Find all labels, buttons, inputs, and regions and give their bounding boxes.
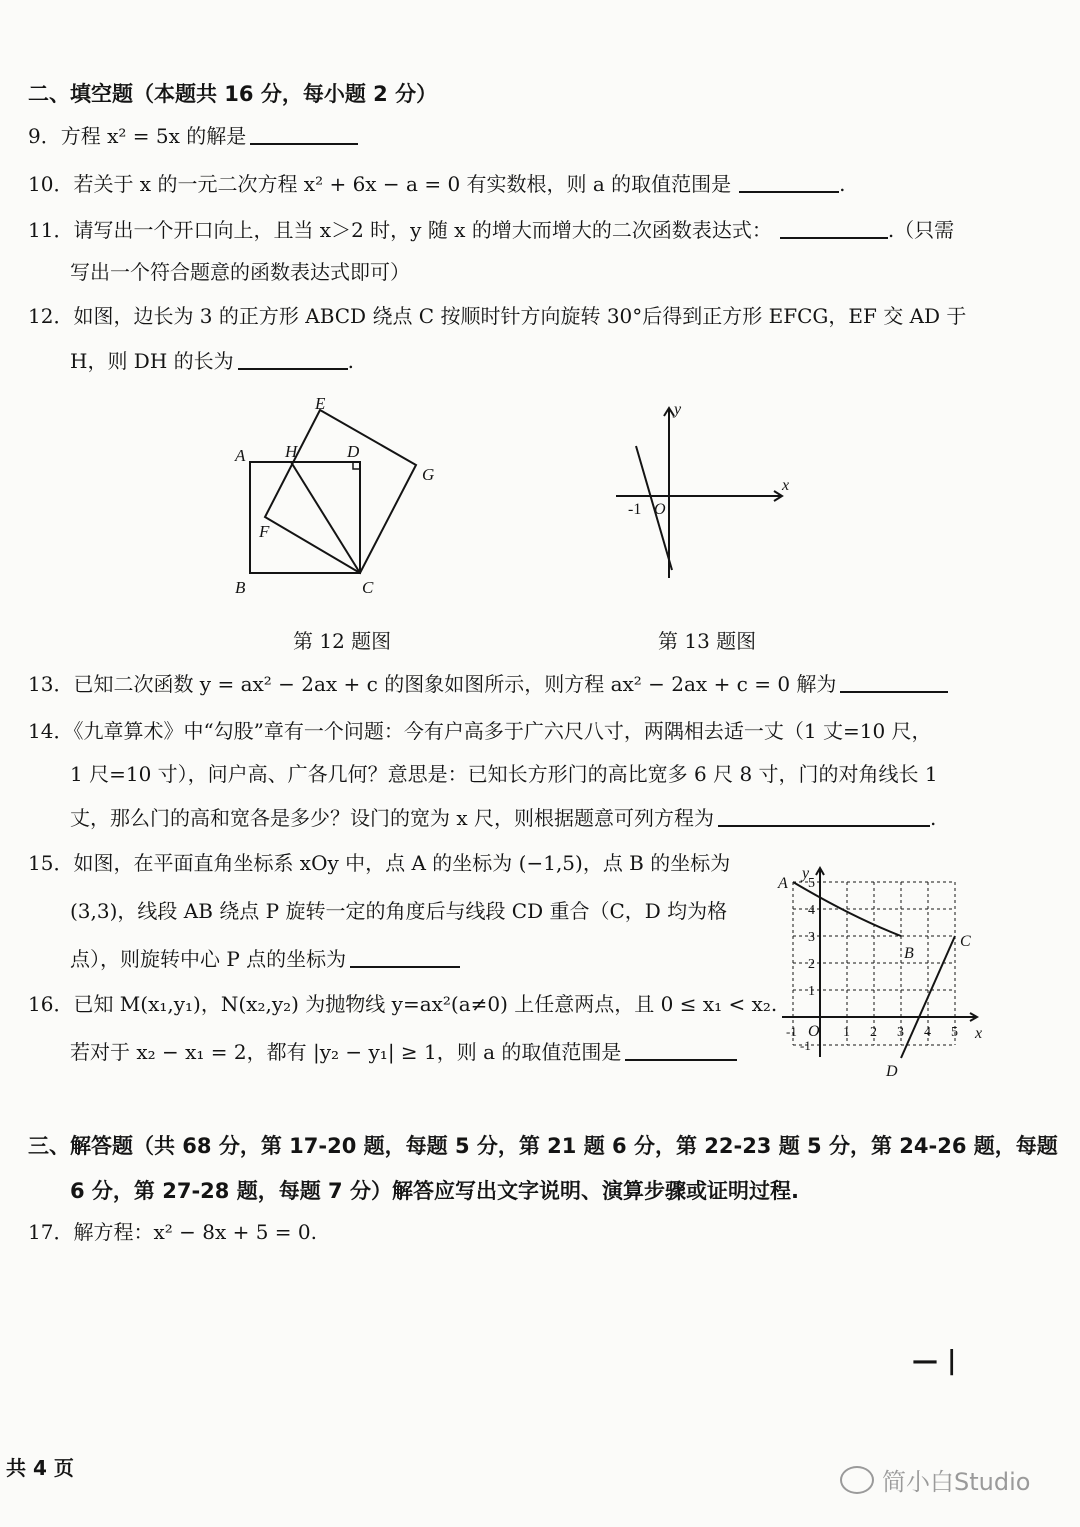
label-y: y: [802, 865, 810, 882]
question-14-line2: 1 尺=10 寸），问户高、广各几何？意思是：已知长方形门的高比宽多 6 尺 8 寸，门的对角线长 1: [70, 762, 938, 786]
label-c: C: [960, 933, 971, 950]
answer-blank-15[interactable]: [350, 948, 460, 968]
figure-12-squares: [225, 395, 455, 605]
question-11-note: .（只需: [887, 218, 955, 242]
label-origin: O: [654, 501, 666, 518]
label-c: C: [362, 578, 374, 597]
figure-13-parabola: [610, 398, 800, 583]
question-15: 15．如图，在平面直角坐标系 xOy 中，点 A 的坐标为 (−1,5)，点 B 的坐标为: [28, 851, 731, 875]
question-13-text: 13．已知二次函数 y = ax² − 2ax + c 的图象如图所示，则方程 ax² − 2ax + c = 0 解为: [28, 672, 837, 696]
y-tick-label: 3: [808, 930, 815, 945]
label-b: B: [235, 578, 246, 597]
question-12-line2: [70, 350, 354, 371]
x-tick-label: 5: [951, 1025, 958, 1040]
x-tick-label: 2: [870, 1025, 877, 1040]
label-a: A: [235, 446, 246, 465]
question-11: [28, 219, 954, 240]
x-tick-label: 1: [843, 1025, 850, 1040]
label-h: H: [285, 442, 298, 461]
question-16-line2: [70, 1041, 737, 1062]
y-tick-label: 1: [808, 984, 815, 999]
figure-15-grid: [772, 862, 992, 1084]
question-17: 17．解方程：x² − 8x + 5 = 0.: [28, 1220, 317, 1244]
label-neg1: -1: [628, 501, 642, 518]
watermark-text: 简小白Studio: [882, 1468, 1031, 1496]
question-13: [28, 673, 948, 694]
question-15-text3: 点），则旋转中心 P 点的坐标为: [70, 947, 347, 971]
question-14-line3: [70, 807, 936, 828]
label-e: E: [315, 395, 326, 413]
answer-blank-16[interactable]: [625, 1041, 737, 1061]
y-tick-label: 4: [808, 903, 815, 918]
tick-neg1-x: -1: [786, 1024, 797, 1039]
answer-blank-14[interactable]: [718, 807, 930, 827]
x-tick-label: 4: [924, 1025, 931, 1040]
question-15-line3: [70, 948, 460, 969]
figure-13-caption: 第 13 题图: [658, 629, 757, 653]
section-heading-solutions: 三、解答题（共 68 分，第 17-20 题，每题 5 分，第 21 题 6 分，第 22-23 题 5 分，第 24-26 题，每题: [28, 1134, 1058, 1158]
question-12: 12．如图，边长为 3 的正方形 ABCD 绕点 C 按顺时针方向旋转 30°后得到正方形 EFCG，EF 交 AD 于: [28, 304, 967, 328]
label-b: B: [904, 945, 914, 962]
question-15-line2: (3,3)，线段 AB 绕点 P 旋转一定的角度后与线段 CD 重合（C，D 均为格: [70, 899, 728, 923]
question-12-period: .: [347, 349, 354, 373]
question-10-text: 10．若关于 x 的一元二次方程 x² + 6x − a = 0 有实数根，则 a 的取值范围是: [28, 172, 732, 196]
label-d: D: [886, 1063, 898, 1080]
label-y: y: [674, 401, 682, 418]
answer-blank-12[interactable]: [238, 350, 348, 370]
question-14-period: .: [930, 806, 937, 830]
question-9-text: 9．方程 x² = 5x 的解是: [28, 124, 247, 148]
label-d: D: [347, 442, 360, 461]
square-efcg: [265, 410, 416, 573]
question-16: 16．已知 M(x₁,y₁)，N(x₂,y₂) 为抛物线 y=ax²(a≠0) 上任意两点，且 0 ≤ x₁ < x₂.: [28, 992, 778, 1016]
question-10: [28, 173, 846, 194]
label-f: F: [259, 522, 270, 541]
label-g: G: [422, 465, 435, 484]
answer-blank-10[interactable]: [739, 173, 839, 193]
x-tick-label: 3: [897, 1025, 904, 1040]
y-tick-label: 2: [808, 957, 815, 972]
question-11-line2: 写出一个符合题意的函数表达式即可）: [70, 260, 410, 284]
label-x: x: [782, 477, 790, 494]
question-12-text2: H，则 DH 的长为: [70, 349, 234, 373]
question-16-text2: 若对于 x₂ − x₁ = 2，都有 |y₂ − y₁| ≥ 1，则 a 的取值范围是: [70, 1040, 622, 1064]
answer-blank-9[interactable]: [250, 125, 358, 145]
section-heading-solutions-line2: 6 分，第 27-28 题，每题 7 分）解答应写出文字说明、演算步骤或证明过程.: [70, 1179, 799, 1203]
answer-blank-13[interactable]: [840, 673, 948, 693]
y-tick-label: 5: [808, 876, 815, 891]
label-a: A: [778, 875, 788, 892]
wechat-icon: [840, 1466, 874, 1494]
label-origin: O: [808, 1023, 820, 1040]
figure-12-caption: 第 12 题图: [293, 629, 392, 653]
page-total: 共 4 页: [6, 1456, 74, 1480]
question-11-text: 11．请写出一个开口向上，且当 x＞2 时，y 随 x 的增大而增大的二次函数表达式：: [28, 218, 772, 242]
tick-neg1-y: -1: [800, 1038, 811, 1053]
segment-ch: [291, 462, 360, 573]
watermark: [840, 1462, 1030, 1497]
right-angle-d: [353, 462, 360, 469]
page-mark: — |: [912, 1346, 957, 1376]
label-x: x: [975, 1025, 983, 1042]
question-14-text3: 丈，那么门的高和宽各是多少？设门的宽为 x 尺，则根据题意可列方程为: [70, 806, 714, 830]
question-14: 14．《九章算术》中“勾股”章有一个问题：今有户高多于广六尺八寸，两隅相去适一丈（1 丈=10 尺，: [28, 719, 932, 743]
answer-blank-11[interactable]: [780, 219, 888, 239]
section-heading-fill-in: 二、填空题（本题共 16 分，每小题 2 分）: [28, 82, 438, 106]
question-9: [28, 125, 358, 146]
question-10-period: .: [839, 172, 846, 196]
